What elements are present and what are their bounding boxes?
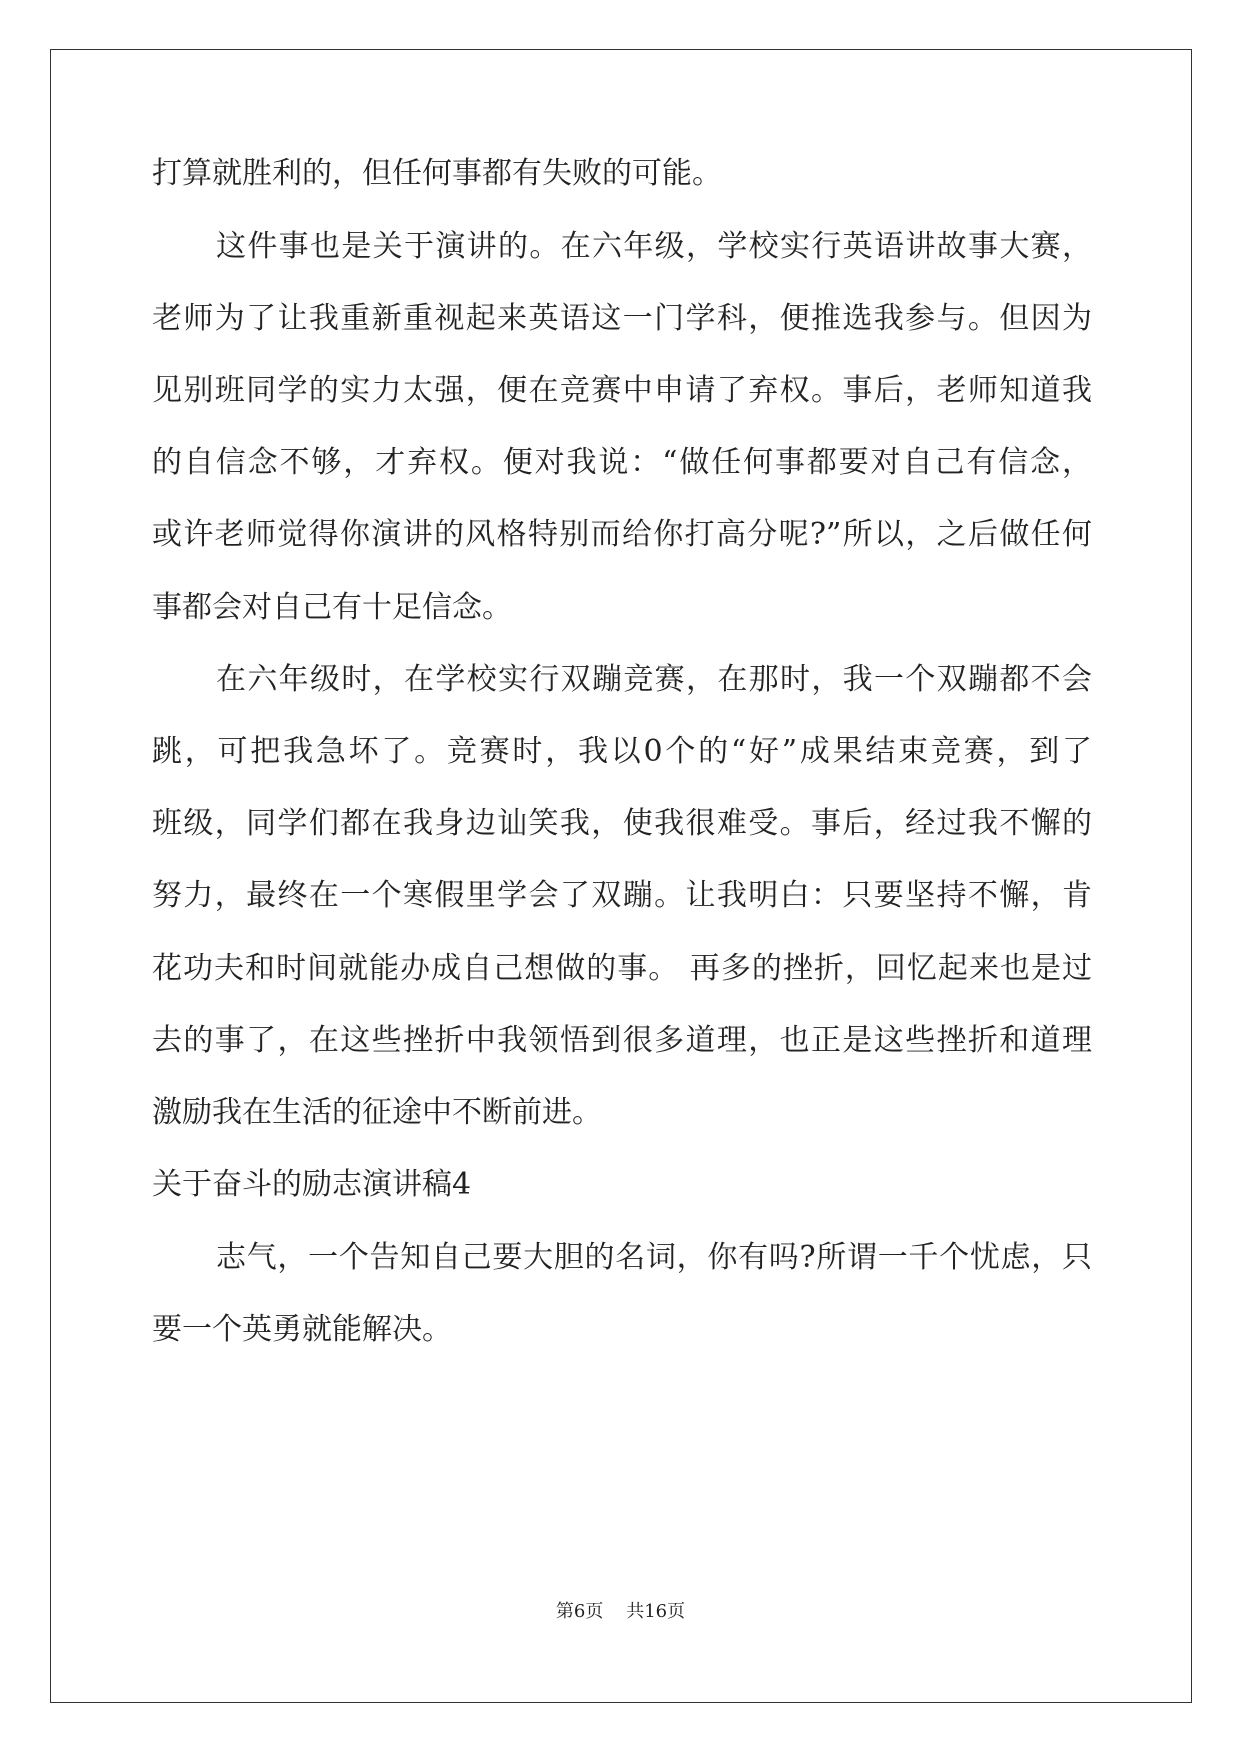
body-text-line: 见别班同学的实力太强，便在竞赛中申请了弃权。事后，老师知道我 bbox=[152, 373, 1092, 408]
body-text-line: 花功夫和时间就能办成自己想做的事。 再多的挫折，回忆起来也是过 bbox=[152, 951, 1092, 986]
section-heading: 关于奋斗的励志演讲稿4 bbox=[152, 1167, 472, 1202]
page-total: 共16页 bbox=[626, 1601, 686, 1622]
body-text-line: 班级，同学们都在我身边讪笑我，使我很难受。事后，经过我不懈的 bbox=[152, 806, 1092, 841]
page-number: 第6页 bbox=[555, 1601, 604, 1622]
body-text-line: 要一个英勇就能解决。 bbox=[152, 1312, 452, 1347]
body-text-line: 去的事了，在这些挫折中我领悟到很多道理，也正是这些挫折和道理 bbox=[152, 1023, 1092, 1058]
body-text-line: 志气，一个告知自己要大胆的名词，你有吗?所谓一千个忧虑，只 bbox=[216, 1240, 1092, 1275]
body-text-line: 打算就胜利的，但任何事都有失败的可能。 bbox=[152, 156, 722, 191]
body-text-line: 跳，可把我急坏了。竞赛时，我以0个的“好”成果结束竞赛，到了 bbox=[152, 734, 1092, 769]
body-text-line: 激励我在生活的征途中不断前进。 bbox=[152, 1095, 602, 1130]
body-text-line: 在六年级时，在学校实行双蹦竞赛，在那时，我一个双蹦都不会 bbox=[216, 662, 1092, 697]
body-text-line: 或许老师觉得你演讲的风格特别而给你打高分呢?”所以，之后做任何 bbox=[152, 517, 1092, 552]
page-footer bbox=[0, 1600, 1241, 1624]
body-text-line: 这件事也是关于演讲的。在六年级，学校实行英语讲故事大赛， bbox=[216, 229, 1092, 264]
body-text-line: 事都会对自己有十足信念。 bbox=[152, 590, 512, 625]
body-text-line: 的自信念不够，才弃权。便对我说：“做任何事都要对自己有信念， bbox=[152, 445, 1092, 480]
body-text-line: 努力，最终在一个寒假里学会了双蹦。让我明白：只要坚持不懈，肯 bbox=[152, 878, 1092, 913]
body-text-line: 老师为了让我重新重视起来英语这一门学科，便推选我参与。但因为 bbox=[152, 301, 1092, 336]
